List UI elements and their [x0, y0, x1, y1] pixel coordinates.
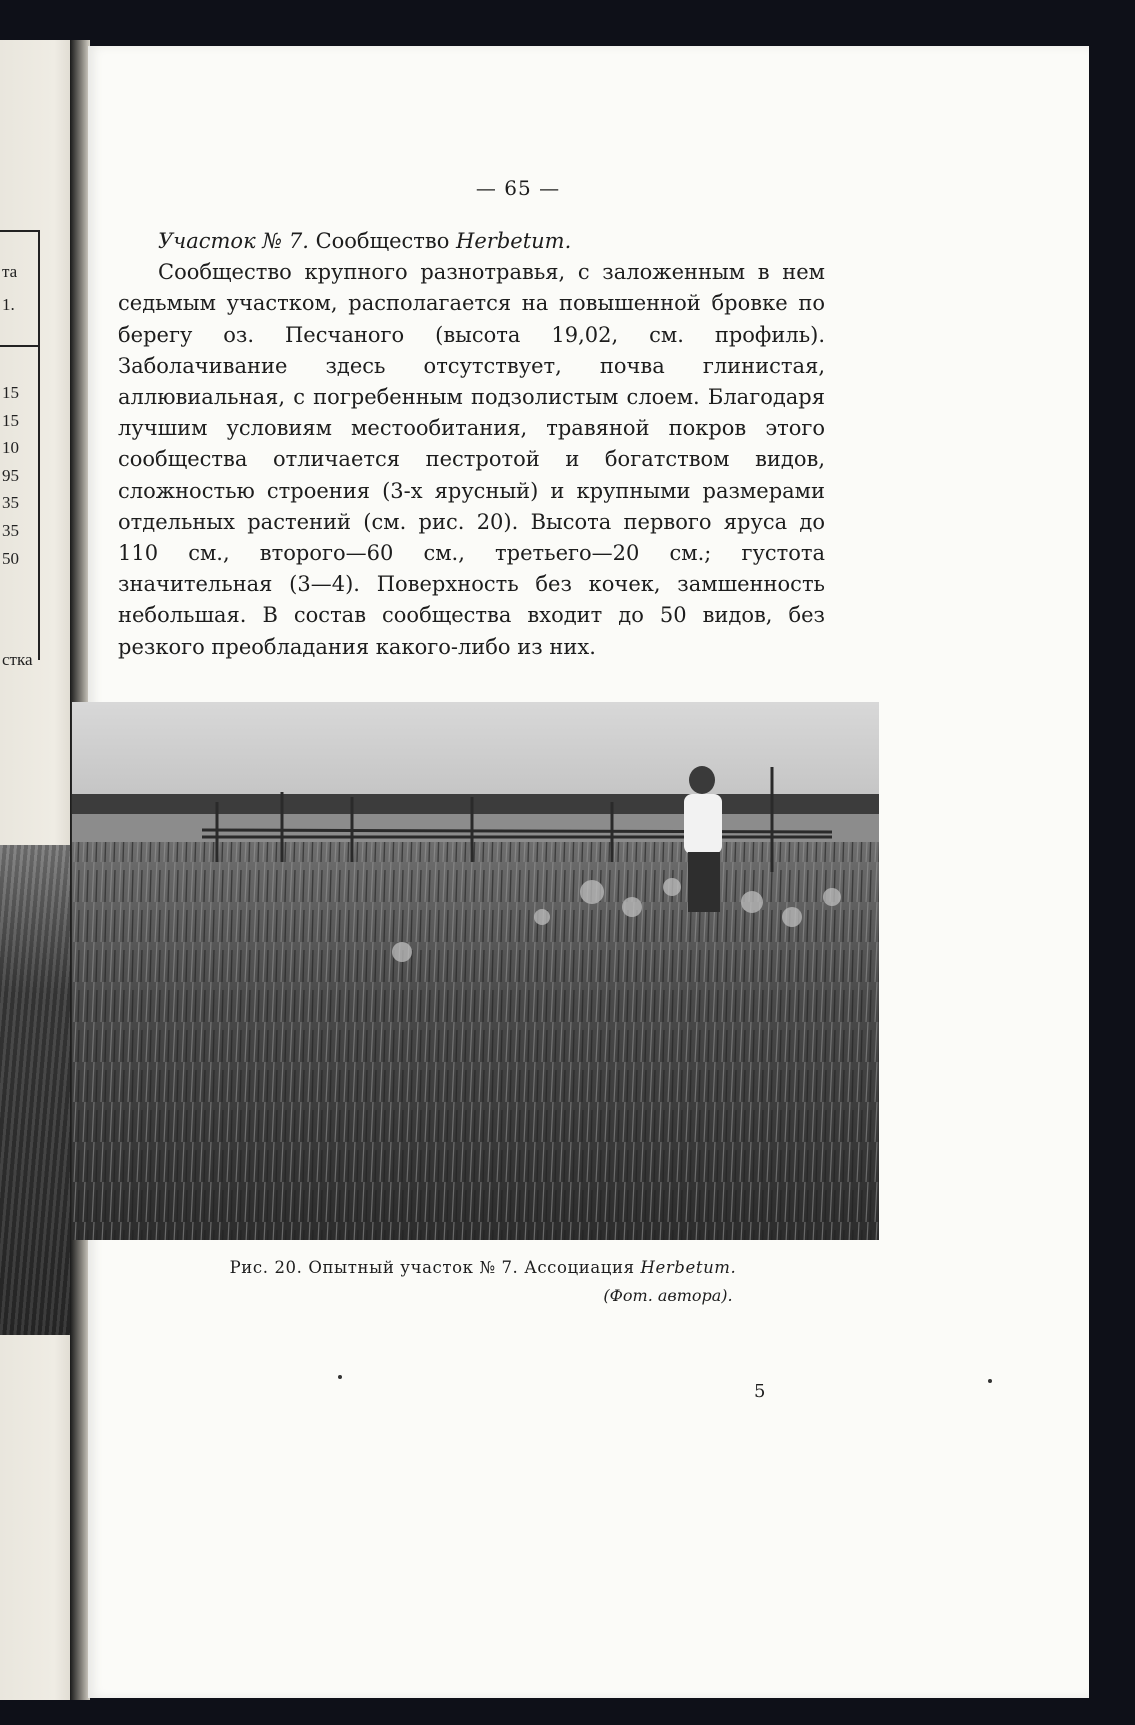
left-fragment: 50 — [2, 549, 19, 568]
heading-italic: Участок № 7. — [158, 229, 309, 253]
speck — [338, 1375, 342, 1379]
heading-text: Сообщество — [308, 229, 457, 253]
left-fragment: 1. — [2, 295, 15, 314]
left-fragment: 35 — [2, 521, 19, 540]
section-heading — [118, 226, 825, 257]
sky — [72, 702, 879, 802]
left-facing-page — [0, 40, 78, 1700]
speck — [988, 1379, 992, 1383]
distant-field — [72, 814, 879, 844]
left-fragment: 15 — [2, 383, 19, 402]
left-page-photo — [0, 845, 70, 1335]
left-fragment: 95 — [2, 466, 19, 485]
left-fragment: 35 — [2, 493, 19, 512]
table-rule-mid — [0, 345, 40, 347]
caption-latin: Herbetum. — [640, 1258, 737, 1277]
book-page — [88, 46, 1089, 1698]
text-block — [118, 226, 825, 663]
left-fragment: 10 — [2, 438, 19, 457]
tree-line — [72, 794, 879, 816]
table-rule-vertical — [38, 230, 40, 660]
figure-caption — [88, 1258, 878, 1277]
table-rule-top — [0, 230, 40, 232]
sheet-number: 5 — [754, 1381, 766, 1402]
heading-latin: Herbetum. — [456, 229, 572, 253]
left-fragment: 15 — [2, 411, 19, 430]
caption-prefix: Рис. 20. Опытный участок № 7. Ассоциация — [229, 1258, 641, 1277]
caption-credit: (Фот. автора). — [603, 1286, 733, 1305]
figure-photo — [72, 702, 879, 1240]
left-fragment: та — [2, 262, 18, 281]
body-paragraph: Сообщество крупного разнотравья, с заложенным в нем седьмым участком, располагается на повышенной бровке по берегу оз. Песчаного (высота 19,02, см. профиль). Заболачивание здесь отсутствует, почва глинистая, аллювиальная, с погребенным подзолистым слоем. Благодаря лучшим условиям местообитания, травяной покров этого сообщества отличается пестротой и богатством видов, сложностью строения (3-х ярусный) и крупными размерами отдельных растений (см. рис. 20). Высота первого яруса до 110 см., второго—60 см., третьего—20 см.; густота значительная (3—4). Поверхность без кочек, замшенность небольшая. В состав сообщества входит до 50 видов, без резкого преобладания какого-либо из них. — [118, 260, 825, 659]
page-number: — 65 — — [475, 176, 561, 200]
left-fragment: стка — [2, 650, 33, 669]
meadow-photo-illustration — [72, 702, 879, 1240]
